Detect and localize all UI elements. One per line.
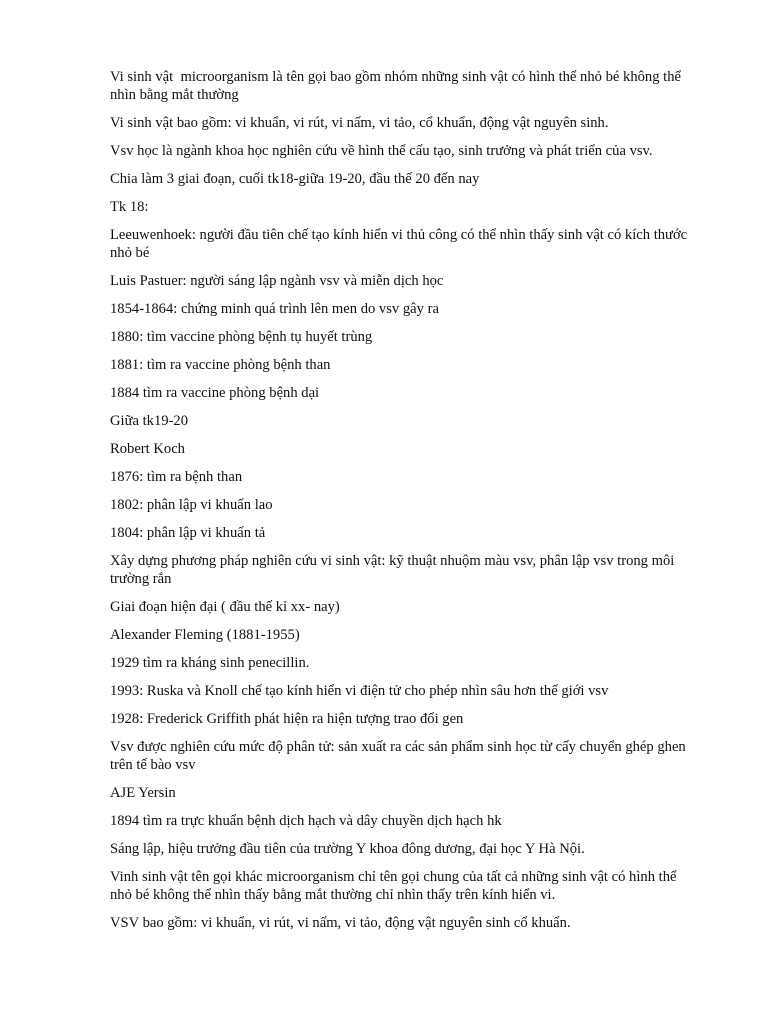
document-page [110, 68, 700, 942]
paragraph-composition: Vi sinh vật bao gồm: vi khuẩn, vi rút, vi nấm, vi tảo, cổ khuẩn, động vật nguyên sinh. [110, 115, 609, 131]
paragraph-1802: 1802: phân lập vi khuẩn lao [110, 497, 273, 513]
paragraph-periods: Chia làm 3 giai đoạn, cuối tk18-giữa 19-20, đầu thế 20 đến nay [110, 171, 480, 187]
paragraph-1881: 1881: tìm ra vaccine phòng bệnh than [110, 357, 331, 373]
paragraph-1894: 1894 tìm ra trực khuẩn bệnh dịch hạch và dây chuyền dịch hạch hk [110, 813, 502, 829]
paragraph-fleming: Alexander Fleming (1881-1955) [110, 627, 300, 643]
paragraph-founder: Sáng lập, hiệu trưởng đầu tiên của trường Y khoa đông dương, đại học Y Hà Nội. [110, 841, 585, 857]
heading-modern-period: Giai đoạn hiện đại ( đầu thế kỉ xx- nay) [110, 599, 340, 615]
heading-century-18: Tk 18: [110, 199, 149, 215]
paragraph-1880: 1880: tìm vaccine phòng bệnh tụ huyết trùng [110, 329, 373, 345]
paragraph-molecular: Vsv được nghiên cứu mức độ phân tử: sản xuất ra các sản phẩm sinh học từ cấy chuyển ghép ghen trên tế bào vsv [110, 739, 690, 773]
paragraph-field-definition: Vsv học là ngành khoa học nghiên cứu về hình thể cấu tạo, sinh trưởng và phát triển của vsv. [110, 143, 653, 159]
paragraph-1804: 1804: phân lập vi khuẩn tả [110, 525, 266, 541]
paragraph-definition: Vi sinh vật microorganism là tên gọi bao gồm nhóm những sinh vật có hình thể nhỏ bé không thể nhìn bằng mắt thường [110, 69, 685, 103]
paragraph-yersin: AJE Yersin [110, 785, 176, 801]
paragraph-alt-definition: Vinh sinh vật tên gọi khác microorganism chỉ tên gọi chung của tất cả những sinh vật có hình thể nhỏ bé không thể nhìn thấy bằng mắt thường chỉ nhìn thấy trên kính hiển vi. [110, 869, 681, 903]
paragraph-methods: Xây dựng phương pháp nghiên cứu vi sinh vật: kỹ thuật nhuộm màu vsv, phân lập vsv trong môi trường rắn [110, 553, 678, 587]
paragraph-leeuwenhoek: Leeuwenhoek: người đầu tiên chế tạo kính hiển vi thủ công có thể nhìn thấy sinh vật có kích thước nhỏ bé [110, 227, 691, 261]
paragraph-1876: 1876: tìm ra bệnh than [110, 469, 243, 485]
paragraph-robert-koch: Robert Koch [110, 441, 185, 457]
paragraph-vsv-composition: VSV bao gồm: vi khuẩn, vi rút, vi nấm, vi tảo, động vật nguyên sinh cổ khuẩn. [110, 915, 571, 931]
paragraph-1884: 1884 tìm ra vaccine phòng bệnh dại [110, 385, 320, 401]
paragraph-pasteur: Luis Pastuer: người sáng lập ngành vsv và miễn dịch học [110, 273, 444, 289]
paragraph-fermentation: 1854-1864: chứng minh quá trình lên men do vsv gây ra [110, 301, 439, 317]
paragraph-1928: 1928: Frederick Griffith phát hiện ra hiện tượng trao đổi gen [110, 711, 464, 727]
heading-century-19-20: Giữa tk19-20 [110, 413, 189, 429]
paragraph-1929: 1929 tìm ra kháng sinh penecillin. [110, 655, 310, 671]
paragraph-1993: 1993: Ruska và Knoll chế tạo kính hiển vi điện tử cho phép nhìn sâu hơn thế giới vsv [110, 683, 609, 699]
